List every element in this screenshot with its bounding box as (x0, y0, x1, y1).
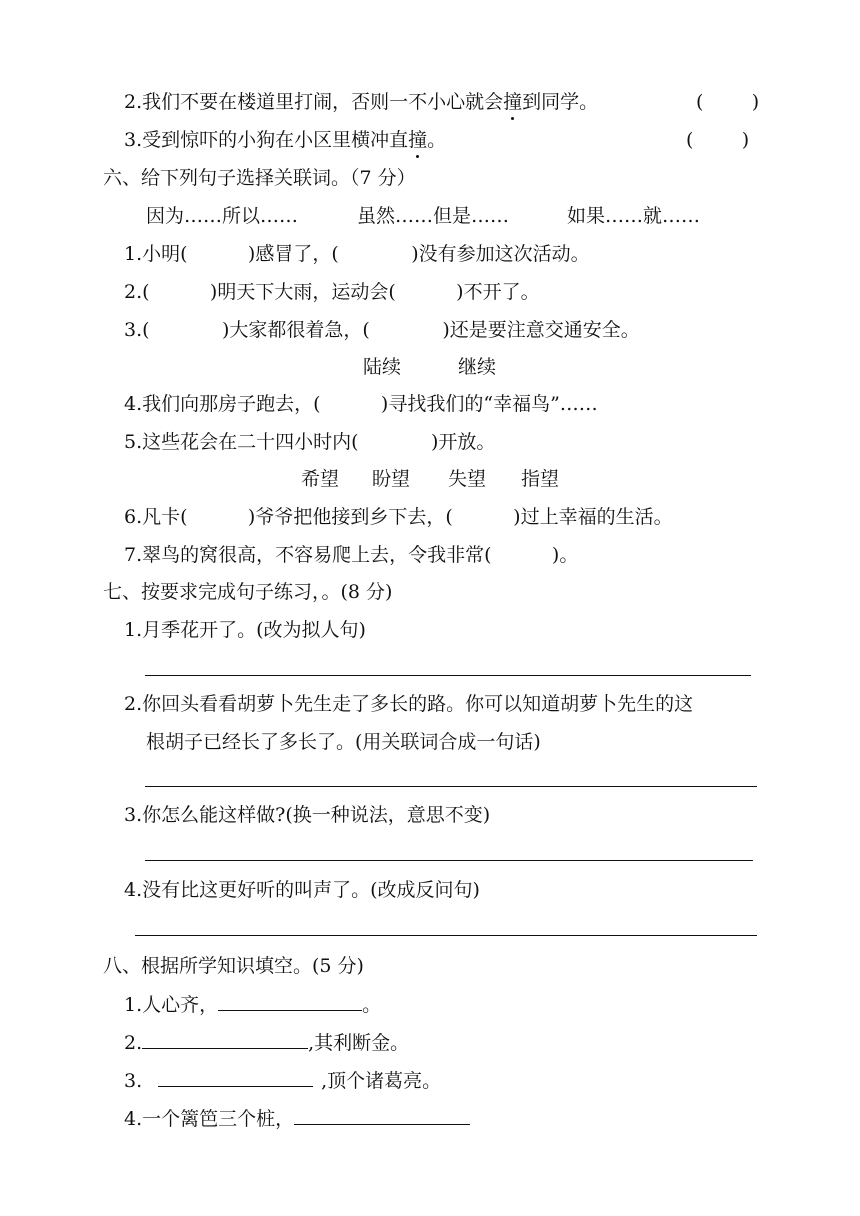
s7-question-4: 4.没有比这更好听的叫声了。(改成反问句) (124, 879, 480, 901)
s6-question-7[interactable]: 7.翠鸟的窝很高，不容易爬上去，令我非常( )。 (124, 544, 579, 566)
option-word: 如果……就…… (567, 205, 701, 227)
answer-line[interactable] (145, 786, 757, 787)
s7-question-2-line2: 根胡子已经长了多长了。(用关联词合成一句话) (146, 731, 541, 753)
s8-question-3 (124, 1068, 441, 1093)
option-word: 继续 (458, 356, 497, 378)
fill-blank[interactable] (142, 1030, 308, 1049)
answer-parenthesis[interactable]: ( ) (696, 91, 760, 113)
fill-blank[interactable] (218, 992, 362, 1011)
answer-parenthesis[interactable]: ( ) (686, 129, 750, 151)
option-word: 失望 (448, 468, 487, 490)
s5-question-3 (124, 128, 446, 152)
s6-question-2[interactable]: 2.( )明天下大雨，运动会( )不开了。 (124, 281, 540, 303)
s7-question-2-line1: 2.你回头看看胡萝卜先生走了多长的路。你可以知道胡萝卜先生的这 (124, 693, 694, 715)
s5-q3-text: 3.受到惊吓的小狗在小区里横冲直 (124, 129, 409, 151)
s6-question-5[interactable]: 5.这些花会在二十四小时内( )开放。 (124, 431, 496, 453)
s5-q2-text-end: 到同学。 (522, 91, 599, 113)
s5-question-2 (124, 90, 598, 114)
s8-q4-text: 4.一个篱笆三个桩， (124, 1108, 295, 1130)
s8-q2-number: 2. (124, 1032, 143, 1054)
section-7-heading: 七、按要求完成句子练习，。(8 分) (103, 581, 393, 603)
s6-question-3[interactable]: 3.( )大家都很着急，( )还是要注意交通安全。 (124, 319, 640, 341)
s6-question-6[interactable]: 6.凡卡( )爷爷把他接到乡下去，( )过上幸福的生活。 (124, 506, 673, 528)
answer-line[interactable] (135, 935, 757, 936)
fill-blank[interactable] (294, 1106, 470, 1125)
option-word: 希望 (301, 468, 340, 490)
answer-line[interactable] (145, 860, 753, 861)
s8-q3-number: 3. (124, 1070, 143, 1092)
option-word: 因为……所以…… (146, 205, 299, 227)
section-8-heading: 八、根据所学知识填空。(5 分) (103, 955, 364, 977)
s7-question-1: 1.月季花开了。(改为拟人句) (124, 619, 366, 641)
option-word: 陆续 (363, 356, 402, 378)
fill-blank[interactable] (158, 1068, 313, 1087)
s8-question-1 (124, 992, 381, 1017)
dotted-char: 撞 (408, 129, 428, 151)
s7-question-3: 3.你怎么能这样做?(换一种说法，意思不变) (124, 804, 491, 826)
option-word: 指望 (521, 468, 560, 490)
s6-question-1[interactable]: 1.小明( )感冒了，( )没有参加这次活动。 (124, 243, 590, 265)
s5-q3-text-end: 。 (427, 129, 447, 151)
s5-q2-text: 2.我们不要在楼道里打闹，否则一不小心就会 (124, 91, 504, 113)
s8-q3-text: ,顶个诸葛亮。 (321, 1070, 442, 1092)
s8-q2-text: ,其利断金。 (308, 1032, 410, 1054)
option-word: 虽然……但是…… (357, 205, 510, 227)
s8-question-2 (124, 1030, 409, 1055)
answer-line[interactable] (145, 675, 751, 676)
dotted-char: 撞 (503, 91, 523, 113)
section-6-heading: 六、给下列句子选择关联词。（7 分） (103, 167, 416, 189)
s6-question-4[interactable]: 4.我们向那房子跑去，( )寻找我们的“幸福鸟”…… (124, 393, 598, 415)
s8-question-4 (124, 1106, 470, 1131)
s8-q1-text-end: 。 (362, 994, 382, 1016)
option-word: 盼望 (372, 468, 411, 490)
s8-q1-text: 1.人心齐， (124, 994, 219, 1016)
